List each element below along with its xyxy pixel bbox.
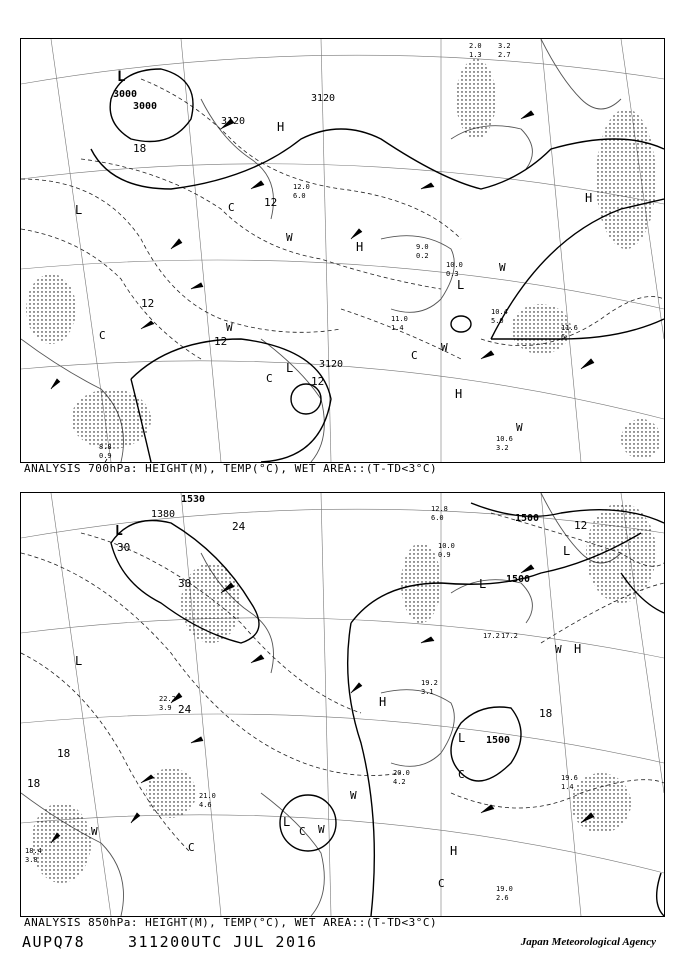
station-temp: 10.4	[491, 308, 508, 316]
warm-marker: W	[318, 823, 325, 836]
station-dewpoint: 2.6	[496, 894, 509, 902]
cold-marker: C	[299, 825, 306, 838]
temp-label: 24	[232, 520, 246, 533]
warm-marker: W	[555, 643, 562, 656]
temp-label: 12	[214, 335, 228, 348]
wind-barbs	[51, 565, 594, 843]
height-label: 1380	[151, 509, 176, 520]
temp-label: 18	[539, 707, 553, 720]
warm-marker: W	[226, 321, 233, 334]
temp-label: 12	[141, 297, 155, 310]
warm-marker: W	[441, 341, 448, 354]
low-center: L	[563, 544, 571, 558]
station-temp: 3.2	[498, 42, 511, 50]
station-plots	[99, 42, 578, 460]
station-temp: 11.0	[391, 315, 408, 323]
map-700hpa-canvas	[21, 39, 664, 462]
wet-areas	[31, 503, 656, 883]
temp-label: 12	[574, 519, 588, 532]
temp-label: 30	[117, 541, 131, 554]
temp-label: 18	[133, 142, 147, 155]
height-label: 1530	[181, 494, 206, 505]
cold-marker: C	[458, 768, 465, 781]
low-center: L	[117, 69, 126, 85]
warm-marker: W	[499, 261, 506, 274]
high-center: H	[455, 387, 463, 401]
station-temp: 10.6	[496, 435, 513, 443]
map-panel-850hpa	[20, 492, 665, 917]
station-dewpoint: 6.0	[293, 192, 306, 200]
station-dewpoint: 0.3	[446, 270, 459, 278]
cold-marker: C	[228, 201, 235, 214]
station-temp: 18.4	[25, 847, 42, 855]
cold-marker: C	[266, 372, 273, 385]
high-center: H	[585, 191, 593, 205]
station-temp: 19.0	[496, 885, 513, 893]
station-dewpoint: 3.2	[496, 444, 509, 452]
low-center: L	[75, 203, 83, 217]
wet-areas	[26, 59, 661, 459]
low-center: L	[286, 361, 294, 375]
height-label: 1500	[506, 574, 531, 585]
high-center: H	[379, 695, 387, 709]
height-label: 3000	[113, 89, 138, 100]
cold-marker: C	[438, 877, 445, 890]
temp-label: 24	[178, 703, 192, 716]
height-label: 3120	[319, 359, 344, 370]
valid-time: 311200UTC JUL 2016	[128, 933, 318, 951]
low-center: L	[75, 654, 83, 668]
height-label: 3120	[311, 93, 336, 104]
station-dewpoint: 1.4	[391, 324, 404, 332]
map-panel-700hpa	[20, 38, 665, 463]
map-850hpa-canvas	[21, 493, 664, 916]
warm-marker: W	[350, 789, 357, 802]
warm-marker: W	[91, 825, 98, 838]
station-temp: 10.0	[438, 542, 455, 550]
station-temp: 2.0	[469, 42, 482, 50]
station-temp: 12.0	[293, 183, 310, 191]
chart-code: AUPQ78	[22, 933, 86, 951]
low-center: L	[457, 278, 465, 292]
station-dewpoint: 3.1	[421, 688, 434, 696]
temp-label: 18	[27, 777, 41, 790]
cold-marker: C	[99, 329, 106, 342]
warm-marker: W	[516, 421, 523, 434]
station-temp: 22.2	[159, 695, 176, 703]
station-dewpoint: 4.6	[199, 801, 212, 809]
station-dewpoint: 6.0	[431, 514, 444, 522]
temp-label: 30	[178, 577, 192, 590]
agency-name: Japan Meteorological Agency	[520, 936, 656, 948]
temp-label: 12	[311, 375, 325, 388]
temp-label: 18	[57, 747, 71, 760]
temp-label: 12	[264, 196, 278, 209]
high-center: H	[450, 844, 458, 858]
station-temp: 17.2	[501, 632, 518, 640]
station-dewpoint: 0.9	[99, 452, 112, 460]
station-dewpoint: 5.0	[491, 317, 504, 325]
panel-caption: ANALYSIS 700hPa: HEIGHT(M), TEMP(°C), WET AREA::(T-TD<3°C)	[24, 462, 438, 475]
height-contours	[91, 69, 664, 462]
station-dewpoint: 4.2	[393, 778, 406, 786]
coastlines	[21, 493, 621, 916]
low-center: L	[115, 524, 123, 539]
station-plots	[25, 505, 578, 902]
station-dewpoint: 2.7	[498, 51, 511, 59]
cold-marker: C	[411, 349, 418, 362]
station-temp: 11.6	[561, 324, 578, 332]
cold-marker: C	[188, 841, 195, 854]
station-temp: 19.6	[561, 774, 578, 782]
height-label: 1500	[486, 735, 511, 746]
low-center: L	[283, 815, 291, 829]
panel-caption: ANALYSIS 850hPa: HEIGHT(M), TEMP(°C), WET AREA::(T-TD<3°C)	[24, 916, 438, 929]
high-center: H	[277, 120, 285, 134]
station-dewpoint: 1.4	[561, 783, 574, 791]
station-dewpoint: 3.8	[25, 856, 38, 864]
station-temp: 8.8	[99, 443, 112, 451]
height-label: 3000	[133, 101, 158, 112]
station-dewpoint: 0.2	[416, 252, 429, 260]
low-center: L	[458, 731, 466, 745]
high-center: H	[356, 240, 364, 254]
station-temp: 21.0	[199, 792, 216, 800]
station-temp: 20.0	[393, 769, 410, 777]
station-dewpoint: 1.3	[469, 51, 482, 59]
station-dewpoint: 3.9	[159, 704, 172, 712]
low-center: L	[479, 577, 487, 591]
station-temp: 12.8	[431, 505, 448, 513]
isotherms	[21, 513, 664, 853]
station-temp: 10.0	[446, 261, 463, 269]
station-temp: 17.2	[483, 632, 500, 640]
station-dewpoint: 6	[561, 333, 566, 341]
station-temp: 9.0	[416, 243, 429, 251]
warm-marker: W	[286, 231, 293, 244]
station-temp: 19.2	[421, 679, 438, 687]
height-label: 1500	[515, 513, 540, 524]
height-label: 3120	[221, 116, 246, 127]
high-center: H	[574, 642, 582, 656]
station-dewpoint: 0.9	[438, 551, 451, 559]
